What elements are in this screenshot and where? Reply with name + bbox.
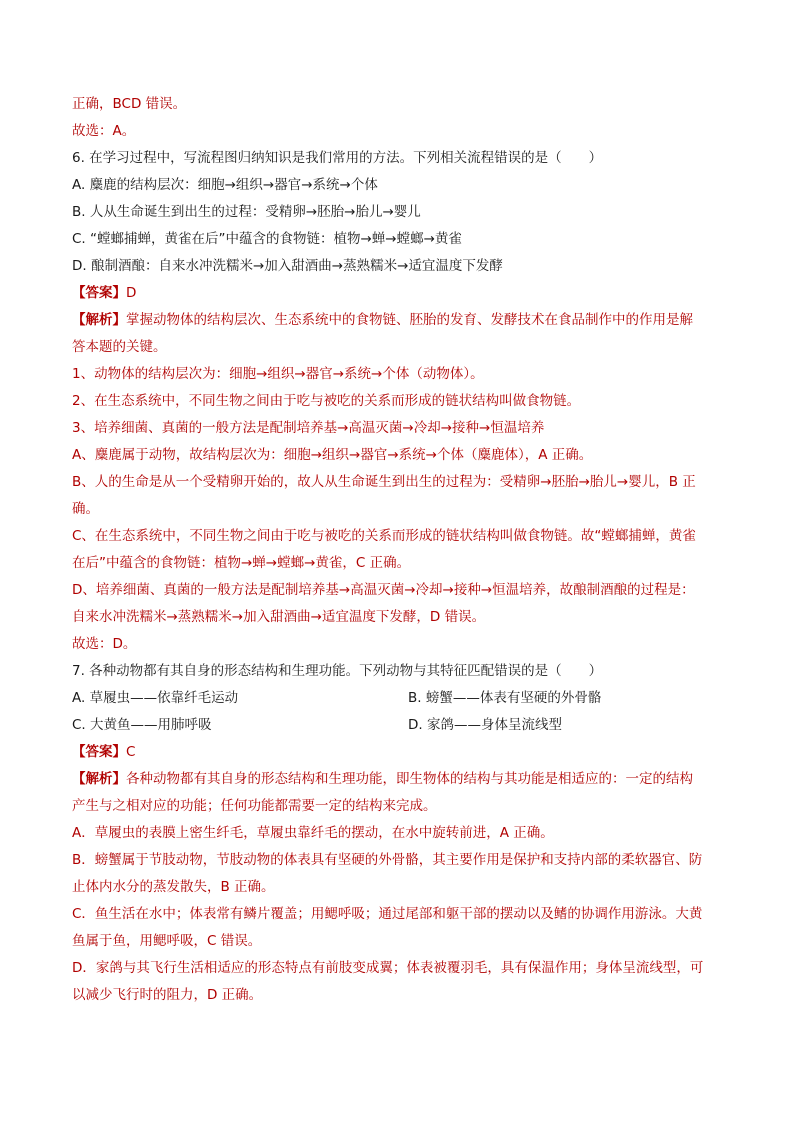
answer-value: D [126, 285, 137, 301]
answer-value: C [126, 744, 136, 760]
question-6-answer [72, 280, 732, 307]
analysis-line: 以减少飞行时的阻力，D 正确。 [72, 987, 263, 1003]
analysis-line: 鱼属于鱼，用鳃呼吸，C 错误。 [72, 933, 262, 949]
answer-explanation-line: 正确，BCD 错误。 [72, 96, 187, 112]
question-6-analysis-start [72, 307, 732, 334]
answer-tag: 【答案】 [72, 285, 126, 301]
analysis-line: 止体内水分的蒸发散失，B 正确。 [72, 879, 275, 895]
answer-choice-line: 故选：A。 [72, 123, 136, 139]
question-7-option-a: A. 草履虫——依靠纤毛运动 [72, 690, 239, 706]
analysis-line: B、人的生命是从一个受精卵开始的，故人从生命诞生到出生的过程为：受精卵→胚胎→胎儿→婴儿，B 正 [72, 474, 696, 490]
analysis-line: A．草履虫的表膜上密生纤毛，草履虫靠纤毛的摆动，在水中旋转前进，A 正确。 [72, 825, 554, 841]
answer-choice-line: 故选：D。 [72, 636, 137, 652]
analysis-line: B．螃蟹属于节肢动物，节肢动物的体表具有坚硬的外骨骼，其主要作用是保护和支持内部的柔软器官、防 [72, 852, 703, 868]
question-7-options-row-1 [72, 685, 732, 712]
question-7-option-c: C. 大黄鱼——用肺呼吸 [72, 717, 212, 733]
question-6-option-c: C. “螳螂捕蝉，黄雀在后”中蕴含的食物链：植物→蝉→螳螂→黄雀 [72, 231, 462, 247]
question-6-option-a: A. 麋鹿的结构层次：细胞→组织→器官→系统→个体 [72, 177, 378, 193]
document-page [72, 91, 732, 1009]
analysis-line: 自来水冲洗糯米→蒸熟糯米→加入甜酒曲→适宜温度下发酵，D 错误。 [72, 609, 486, 625]
question-7-option-d: D. 家鸽——身体呈流线型 [408, 717, 562, 733]
analysis-line: D．家鸽与其飞行生活相适应的形态特点有前肢变成翼；体表被覆羽毛，具有保温作用；身体呈流线型，可 [72, 960, 704, 976]
question-6-stem: 6. 在学习过程中，写流程图归纳知识是我们常用的方法。下列相关流程错误的是（ ） [72, 150, 603, 166]
analysis-line: 在后”中蕴含的食物链：植物→蝉→螳螂→黄雀，C 正确。 [72, 555, 411, 571]
analysis-text: 掌握动物体的结构层次、生态系统中的食物链、胚胎的发育、发酵技术在食品制作中的作用是解 [126, 312, 693, 328]
analysis-text: 各种动物都有其自身的形态结构和生理功能，即生物体的结构与其功能是相适应的：一定的结构 [126, 771, 693, 787]
question-7-answer [72, 739, 732, 766]
question-6-option-b: B. 人从生命诞生到出生的过程：受精卵→胚胎→胎儿→婴儿 [72, 204, 421, 220]
analysis-line: C．鱼生活在水中；体表常有鳞片覆盖；用鳃呼吸；通过尾部和躯干部的摆动以及鳍的协调作用游泳。大黄 [72, 906, 703, 922]
analysis-line: C、在生态系统中，不同生物之间由于吃与被吃的关系而形成的链状结构叫做食物链。故“螳螂捕蝉，黄雀 [72, 528, 696, 544]
question-7-stem: 7. 各种动物都有其自身的形态结构和生理功能。下列动物与其特征匹配错误的是（ ） [72, 663, 603, 679]
analysis-line: A、麋鹿属于动物，故结构层次为：细胞→组织→器官→系统→个体（麋鹿体），A 正确。 [72, 447, 593, 463]
question-6-option-d: D. 酿制酒酿：自来水冲洗糯米→加入甜酒曲→蒸熟糯米→适宜温度下发酵 [72, 258, 503, 274]
analysis-line: 产生与之相对应的功能；任何功能都需要一定的结构来完成。 [72, 798, 437, 814]
analysis-line: 3、培养细菌、真菌的一般方法是配制培养基→高温灭菌→冷却→接种→恒温培养 [72, 420, 545, 436]
analysis-tag: 【解析】 [72, 312, 126, 328]
analysis-line: 确。 [72, 501, 99, 517]
question-7-option-b: B. 螃蟹——体表有坚硬的外骨骼 [408, 690, 602, 706]
analysis-line: 2、在生态系统中，不同生物之间由于吃与被吃的关系而形成的链状结构叫做食物链。 [72, 393, 581, 409]
analysis-line: 1、动物体的结构层次为：细胞→组织→器官→系统→个体（动物体）。 [72, 366, 484, 382]
analysis-tag: 【解析】 [72, 771, 126, 787]
question-7-options-row-2 [72, 712, 732, 739]
analysis-line: 答本题的关键。 [72, 339, 167, 355]
analysis-line: D、培养细菌、真菌的一般方法是配制培养基→高温灭菌→冷却→接种→恒温培养，故酿制酒酿的过程是： [72, 582, 695, 598]
question-7-analysis-start [72, 766, 732, 793]
answer-tag: 【答案】 [72, 744, 126, 760]
